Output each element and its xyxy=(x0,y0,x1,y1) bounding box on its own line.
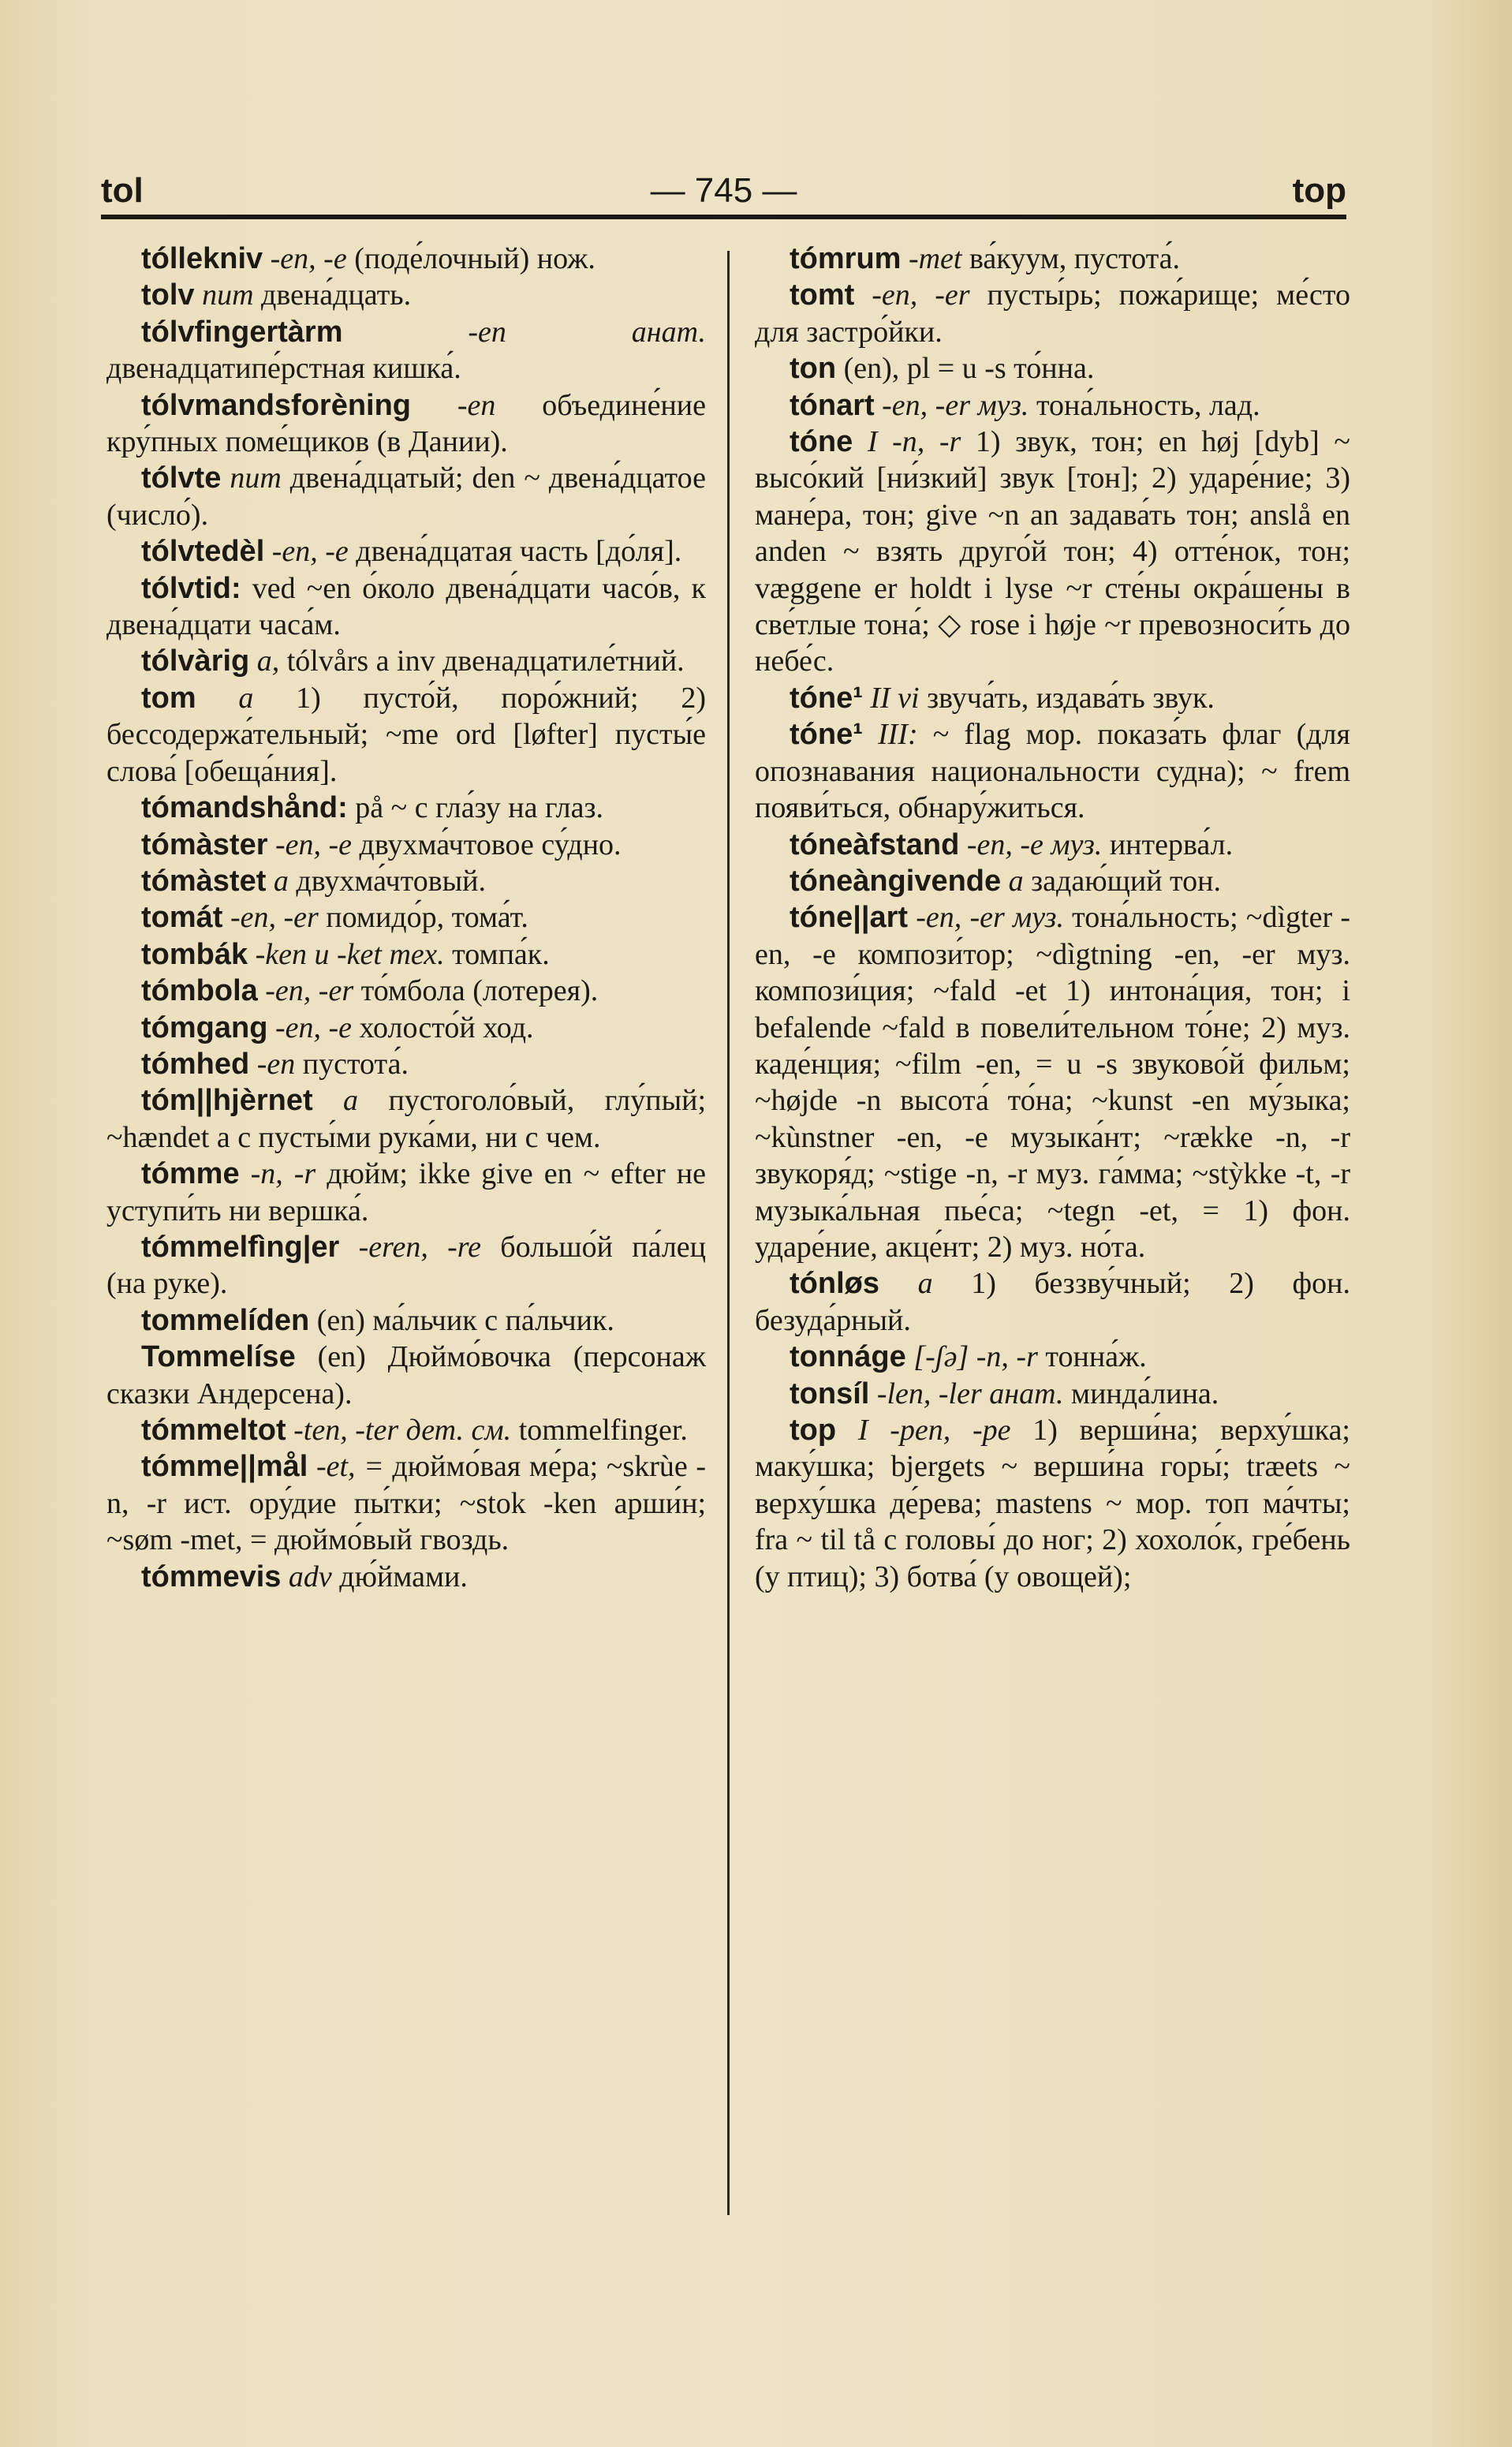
dictionary-entry xyxy=(755,350,1350,387)
dictionary-entry xyxy=(106,899,706,936)
headword: tom xyxy=(141,681,196,715)
dictionary-entry xyxy=(106,1448,706,1558)
grammar-note: a xyxy=(312,1084,359,1118)
grammar-note: II vi xyxy=(862,681,920,715)
definition: пустоголо́вый, глу́пый; ~hændet a с пусты́ми рука́ми, ни с чем. xyxy=(106,1084,706,1154)
definition: двена́дцатая часть [до́ля]. xyxy=(348,535,682,569)
grammar-note: num xyxy=(194,278,254,312)
definition: tólvårs a inv двенадцатиле́тний. xyxy=(279,644,685,678)
dictionary-entry xyxy=(106,790,706,826)
headword: ton xyxy=(790,352,837,386)
dictionary-entry xyxy=(755,1265,1350,1339)
dictionary-entry xyxy=(755,387,1350,424)
grammar-note: -en xyxy=(249,1047,296,1081)
grammar-note: a xyxy=(879,1267,933,1301)
definition: (en), pl = u -s то́нна. xyxy=(836,352,1095,386)
grammar-note: -en xyxy=(411,388,496,422)
grammar-note: -eren, -re xyxy=(339,1230,482,1264)
definition: ~ flag мор. показа́ть флаг (для опознавания национальности судна); ~ frem появи́ться, обнару́житься. xyxy=(755,718,1350,825)
grammar-note: -en, -er муз. xyxy=(908,901,1064,935)
headword: tóm||hjèrnet xyxy=(141,1084,313,1118)
grammar-note: -len, -ler анат. xyxy=(869,1377,1064,1410)
definition: двена́дцать. xyxy=(253,278,412,312)
definition: задаю́щий тон. xyxy=(1023,864,1221,898)
grammar-note: -en анат. xyxy=(342,315,706,349)
grammar-note: num xyxy=(221,461,282,495)
definition: большо́й па́лец (на руке). xyxy=(106,1230,706,1301)
dictionary-entry xyxy=(755,716,1350,826)
column-divider xyxy=(727,251,730,2215)
headword: tombák xyxy=(141,937,248,971)
grammar-note: -en, -e xyxy=(267,827,353,861)
grammar-note: a xyxy=(196,681,254,715)
dictionary-entry xyxy=(106,973,706,1009)
grammar-note: -et, = xyxy=(308,1450,384,1484)
dictionary-entry xyxy=(106,570,706,644)
dictionary-entry xyxy=(755,899,1350,1265)
headword: tomt xyxy=(790,278,855,312)
headword: tómàstet xyxy=(141,864,267,898)
dictionary-entry xyxy=(106,1302,706,1339)
headword: tonsíl xyxy=(790,1377,870,1410)
definition: ved ~en о́коло двена́дцати часо́в, к двена́дцати часа́м. xyxy=(106,571,706,642)
grammar-note: -en, -e xyxy=(263,242,347,275)
definition: интерва́л. xyxy=(1102,827,1234,861)
grammar-note: -en, -e xyxy=(264,535,349,569)
grammar-note: -en, -e муз. xyxy=(959,827,1103,861)
headword: tómme||mål xyxy=(141,1450,308,1484)
dictionary-entry xyxy=(106,460,706,533)
dictionary-entry xyxy=(755,1412,1350,1595)
headword: tolv xyxy=(141,278,195,312)
definition: двухма́чтовый. xyxy=(288,864,487,898)
grammar-note: -en, -er xyxy=(257,974,354,1008)
grammar-note: -en, -er xyxy=(222,901,319,935)
headword: tóne xyxy=(790,425,853,459)
definition: (en) ма́льчик с па́льчик. xyxy=(309,1303,614,1337)
definition: дюймо́вая ме́ра; ~skrùe -n, -r ист. ору́дие пы́тки; ~stok -ken арши́н; ~søm -met, = дюймо́вый гвоздь. xyxy=(106,1450,706,1557)
dictionary-entry xyxy=(106,387,706,461)
headword: tólvtedèl xyxy=(141,535,265,569)
definition: пусты́рь; пожа́рище; ме́сто для застро́йки. xyxy=(755,278,1350,349)
headword: tólvmandsforèning xyxy=(141,388,412,422)
headword: tólvàrig xyxy=(141,644,250,678)
dictionary-entry xyxy=(755,863,1350,899)
definition: минда́лина. xyxy=(1063,1377,1219,1410)
definition: дю́ймами. xyxy=(331,1560,468,1593)
definition: (en) Дюймо́вочка (персонаж сказки Андерсена). xyxy=(106,1340,706,1410)
headword: tómhed xyxy=(141,1047,250,1081)
definition: тонна́ж. xyxy=(1037,1340,1147,1374)
headword: tóne¹ xyxy=(790,681,863,715)
headword: tómmeltot xyxy=(141,1414,286,1447)
grammar-note: I -pen, -pe xyxy=(836,1414,1011,1447)
dictionary-entry xyxy=(106,1559,706,1595)
headword: tómàster xyxy=(141,827,268,861)
definition: 1) верши́на; верху́шка; маку́шка; bjergets ~ верши́на горы́; træets ~ верху́шка де́рева; mastens ~ мор. топ ма́чты; fra ~ til tå с головы́ до ног; 2) хохоло́к, гре́бень (у птиц); 3) ботва́ (у овощей); xyxy=(755,1414,1350,1593)
definition: двена́дцатый; den ~ двена́дцатое (число́). xyxy=(106,461,706,532)
definition: то́мбола (лотерея). xyxy=(353,974,599,1008)
grammar-note: -en, -er муз. xyxy=(874,388,1029,422)
grammar-note: adv xyxy=(281,1560,332,1593)
definition: помидо́р, тома́т. xyxy=(318,901,528,935)
definition: звуча́ть, издава́ть звук. xyxy=(919,681,1215,715)
grammar-note: -ten, -ter дет. см. xyxy=(286,1414,512,1447)
dictionary-entry xyxy=(755,827,1350,863)
dictionary-entry xyxy=(755,1376,1350,1412)
definition: 1) пусто́й, поро́жний; 2) бессодержа́тельный; ~me ord [løfter] пусты́е слова́ [обеща́ния]. xyxy=(106,681,706,788)
grammar-note: a xyxy=(1001,864,1024,898)
dictionary-entry xyxy=(106,863,706,899)
definition: пустота́. xyxy=(295,1047,409,1081)
headword: tóllekniv xyxy=(141,242,263,275)
headword: tónløs xyxy=(790,1267,879,1301)
headword: tómgang xyxy=(141,1011,268,1044)
grammar-note: -en, -e xyxy=(267,1011,352,1044)
dictionary-entry xyxy=(755,1339,1350,1375)
definition: объедине́ние кру́пных поме́щиков (в Дании). xyxy=(106,388,706,459)
definition: двенадцатипе́рстная кишка́. xyxy=(106,352,461,386)
headword: tóne||art xyxy=(790,901,909,935)
definition: tommelfinger. xyxy=(511,1414,688,1447)
headword: tólvte xyxy=(141,461,222,495)
headword: tóneàngivende xyxy=(790,864,1002,898)
grammar-note: -met xyxy=(901,242,962,275)
headword: top xyxy=(790,1414,837,1447)
headword: tóne¹ xyxy=(790,718,863,752)
grammar-note: I -n, -r xyxy=(853,425,961,459)
grammar-note: -n, -r xyxy=(239,1157,316,1191)
dictionary-entry xyxy=(755,680,1350,716)
page-number: — 745 — xyxy=(650,171,797,210)
dictionary-entry xyxy=(755,424,1350,680)
definition: på ~ с гла́зу на глаз. xyxy=(347,791,603,825)
dictionary-entry xyxy=(106,533,706,570)
headword: tómbola xyxy=(141,974,258,1008)
headword: tommelíden xyxy=(141,1303,310,1337)
right-column xyxy=(755,241,1350,1595)
dictionary-entry xyxy=(106,1046,706,1082)
header-right-guide-word: top xyxy=(1292,171,1346,210)
grammar-note: a xyxy=(266,864,289,898)
headword: tóneàfstand xyxy=(790,827,960,861)
grammar-note: a, xyxy=(249,644,280,678)
headword: tomát xyxy=(141,901,223,935)
dictionary-entry xyxy=(106,1229,706,1302)
dictionary-entry xyxy=(755,277,1350,350)
dictionary-entry xyxy=(106,936,706,973)
dictionary-entry xyxy=(106,1339,706,1412)
headword: tonnáge xyxy=(790,1340,906,1374)
grammar-note: -ken u -ket тех. xyxy=(248,937,445,971)
headword: tómandshånd: xyxy=(141,791,348,825)
headword: Tommelíse xyxy=(141,1340,296,1374)
dictionary-entry xyxy=(106,241,706,277)
headword: tómmelfìng|er xyxy=(141,1230,340,1264)
headword: tómrum xyxy=(790,242,902,275)
headword: tólvfingertàrm xyxy=(141,315,343,349)
dictionary-entry xyxy=(755,241,1350,277)
definition: тона́льность; ~dìgter -en, -e компози́тор; ~dìgtning -en, -er муз. компози́ция; ~fald -et 1) интона́ция, тон; i befalende ~fald в повели́тельном то́не; 2) муз. каде́нция; ~film -en, = u -s звуково́й фильм; ~højde -n высота́ то́на; ~kunst -en му́зыка; ~kùnstner -en, -e музыка́нт; ~række -n, -r звукоря́д; ~stige -n, -r муз. га́мма; ~stỳkke -t, -r музыка́льная пье́са; ~tegn -et, = 1) фон. ударе́ние, акце́нт; 2) муз. но́та. xyxy=(755,901,1350,1264)
left-column xyxy=(106,241,706,1595)
definition: ва́куум, пустота́. xyxy=(961,242,1181,275)
dictionary-entry xyxy=(106,680,706,790)
headword: tónart xyxy=(790,388,875,422)
definition: дюйм; ikke give en ~ efter не уступи́ть ни вершка́. xyxy=(106,1157,706,1227)
headword: tómme xyxy=(141,1157,240,1191)
definition: томпа́к. xyxy=(444,937,550,971)
definition: 1) беззву́чный; 2) фон. безуда́рный. xyxy=(755,1267,1351,1337)
headword: tólvtid: xyxy=(141,571,241,605)
dictionary-entry xyxy=(106,643,706,679)
definition: холосто́й ход. xyxy=(351,1011,534,1044)
dictionary-entry xyxy=(106,827,706,863)
definition: двухма́чтовое су́дно. xyxy=(352,827,622,861)
dictionary-entry xyxy=(106,1082,706,1156)
dictionary-entry xyxy=(106,1010,706,1046)
definition: тона́льность, лад. xyxy=(1029,388,1260,422)
definition: 1) звук, тон; en høj [dyb] ~ высо́кий [ни́зкий] звук [тон]; 2) ударе́ние; 3) мане́ра, тон; give ~n an задава́ть тон; anslå en anden ~ взять друго́й тон; 4) отте́нок, тон; væggene er holdt i lyse ~r сте́ны окра́шены в све́тлые тона́; ◇ rose i høje ~r превозноси́ть до небе́с. xyxy=(755,425,1350,678)
dictionary-entry xyxy=(106,314,706,387)
definition: (поде́лочный) нож. xyxy=(346,242,595,275)
dictionary-entry xyxy=(106,1412,706,1448)
dictionary-entry xyxy=(106,277,706,313)
header-left-guide-word: tol xyxy=(101,171,144,210)
headword: tómmevis xyxy=(141,1560,282,1593)
grammar-note: [-ʃə] -n, -r xyxy=(905,1340,1038,1374)
page-header xyxy=(101,162,1346,217)
dictionary-entry xyxy=(106,1156,706,1229)
grammar-note: III: xyxy=(862,718,918,752)
grammar-note: -en, -er xyxy=(854,278,970,312)
header-rule xyxy=(101,215,1346,219)
